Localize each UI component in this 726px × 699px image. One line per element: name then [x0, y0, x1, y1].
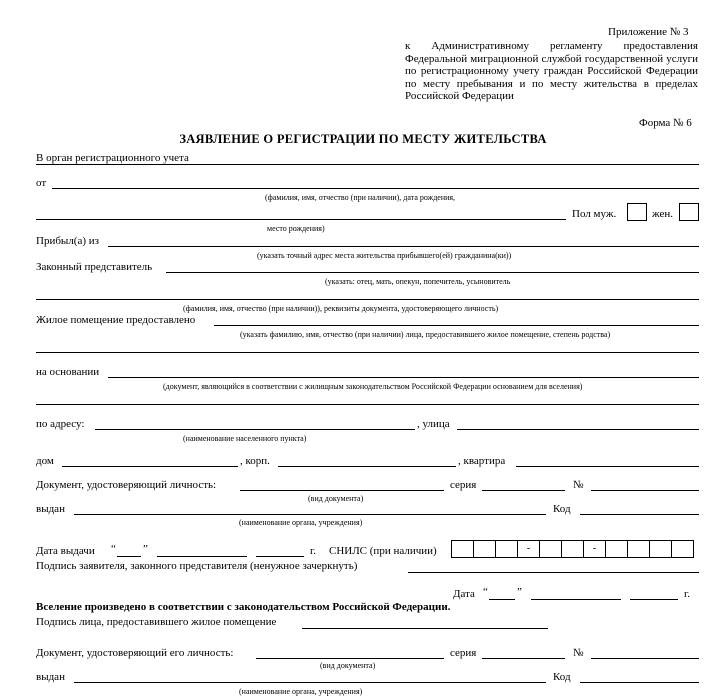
- date-year-suffix: г.: [684, 588, 691, 600]
- snils-cell[interactable]: [496, 540, 518, 558]
- snils-cell[interactable]: [650, 540, 672, 558]
- from-label: от: [36, 177, 47, 189]
- provider-signature-field[interactable]: [302, 628, 548, 629]
- building-field[interactable]: [278, 466, 456, 467]
- date-quote-close: ”: [517, 586, 522, 598]
- series-field[interactable]: [482, 490, 565, 491]
- hint-fio: (фамилия, имя, отчество (при наличии), дата рождения,: [265, 193, 456, 202]
- provider-signature-label: Подпись лица, предоставившего жилое помещение: [36, 616, 277, 628]
- locality-field[interactable]: [95, 429, 415, 430]
- number-label: №: [573, 479, 584, 491]
- settlement-statement: Вселение произведено в соответствии с законодательством Российской Федерации.: [36, 601, 451, 613]
- housing-label: Жилое помещение предоставлено: [36, 314, 196, 326]
- snils-cell[interactable]: [628, 540, 650, 558]
- number-2-field[interactable]: [591, 658, 699, 659]
- basis-label: на основании: [36, 366, 100, 378]
- gender-male-checkbox[interactable]: [627, 203, 647, 221]
- building-label: , корп.: [240, 455, 270, 467]
- date-day-field[interactable]: [489, 599, 515, 600]
- id-doc-label: Документ, удостоверяющий личность:: [36, 479, 217, 491]
- hint-legal-rep: (указать: отец, мать, опекун, попечитель, усыновитель: [325, 277, 511, 286]
- appendix-number: Приложение № 3: [608, 26, 689, 38]
- date-month-field[interactable]: [531, 599, 621, 600]
- hint-organ: (наименование органа, учреждения): [239, 518, 363, 527]
- signature-label: Подпись заявителя, законного представителя (ненужное зачеркнуть): [36, 560, 358, 572]
- date-quote-open: “: [483, 586, 488, 598]
- id-doc-type-field[interactable]: [240, 490, 444, 491]
- housing-field-2[interactable]: [36, 352, 699, 353]
- house-label: дом: [36, 455, 54, 467]
- house-field[interactable]: [62, 466, 238, 467]
- snils-separator: -: [518, 540, 540, 558]
- number-field[interactable]: [591, 490, 699, 491]
- form-number: Форма № 6: [639, 117, 692, 129]
- issued-field[interactable]: [74, 514, 546, 515]
- gender-female-checkbox[interactable]: [679, 203, 699, 221]
- snils-input[interactable]: [451, 540, 694, 558]
- hint-doc-type: (вид документа): [308, 494, 364, 503]
- series-label: серия: [450, 479, 477, 491]
- issue-month-field[interactable]: [157, 556, 247, 557]
- street-label: , улица: [417, 418, 450, 430]
- code-2-field[interactable]: [580, 682, 699, 683]
- hint-organ-2: (наименование органа, учреждения): [239, 687, 363, 696]
- legal-rep-label: Законный представитель: [36, 261, 153, 273]
- code-label: Код: [553, 503, 571, 515]
- snils-separator: -: [584, 540, 606, 558]
- date-year-field[interactable]: [630, 599, 678, 600]
- date-label: Дата: [453, 588, 475, 600]
- hint-doc-type-2: (вид документа): [320, 661, 376, 670]
- snils-label: СНИЛС (при наличии): [329, 545, 437, 557]
- id-doc-2-type-field[interactable]: [256, 658, 444, 659]
- gender-label: Пол муж.: [572, 208, 617, 220]
- id-doc-2-label: Документ, удостоверяющий его личность:: [36, 647, 234, 659]
- snils-cell[interactable]: [672, 540, 694, 558]
- address-label: по адресу:: [36, 418, 85, 430]
- snils-cell[interactable]: [451, 540, 474, 558]
- snils-cell[interactable]: [562, 540, 584, 558]
- hint-birthplace: место рождения): [267, 224, 325, 233]
- page-title: ЗАЯВЛЕНИЕ О РЕГИСТРАЦИИ ПО МЕСТУ ЖИТЕЛЬСТВА: [179, 132, 547, 146]
- issue-year-suffix: г.: [310, 545, 317, 557]
- issued-2-label: выдан: [36, 671, 65, 683]
- issue-day-quote-open: “: [111, 543, 116, 555]
- series-2-field[interactable]: [482, 658, 565, 659]
- issue-day-field[interactable]: [117, 556, 141, 557]
- signature-field[interactable]: [408, 572, 699, 573]
- fio-continuation-field[interactable]: [36, 219, 566, 220]
- snils-cell[interactable]: [540, 540, 562, 558]
- hint-legal-rep-2: (фамилия, имя, отчество (при наличии)), реквизиты документа, удостоверяющего личность): [183, 304, 499, 313]
- appendix-text: к Административному регламенту предоставления Федеральной миграционной службой государственной услуги по регистрационному учету граждан Российской Федерации по месту пребывания и по месту жительства в пределах Российской Федерации: [405, 40, 698, 102]
- basis-field-2[interactable]: [36, 404, 699, 405]
- arrived-field[interactable]: [108, 246, 699, 247]
- series-2-label: серия: [450, 647, 477, 659]
- snils-cell[interactable]: [474, 540, 496, 558]
- hint-housing: (указать фамилию, имя, отчество (при наличии) лица, предоставившего жилое помещение, степень родства): [240, 330, 611, 339]
- gender-female-label: жен.: [652, 208, 673, 220]
- organ-label: В орган регистрационного учета: [36, 152, 189, 164]
- code-2-label: Код: [553, 671, 571, 683]
- legal-rep-field-2[interactable]: [36, 299, 699, 300]
- arrived-label: Прибыл(а) из: [36, 235, 99, 247]
- housing-field[interactable]: [214, 325, 699, 326]
- hint-arrived: (указать точный адрес места жительства прибывшего(ей) гражданина(ки)): [257, 251, 512, 260]
- from-field[interactable]: [52, 188, 699, 189]
- number-2-label: №: [573, 647, 584, 659]
- hint-locality: (наименование населенного пункта): [183, 434, 307, 443]
- code-field[interactable]: [580, 514, 699, 515]
- issued-label: выдан: [36, 503, 65, 515]
- issue-year-field[interactable]: [256, 556, 304, 557]
- street-field[interactable]: [457, 429, 699, 430]
- apartment-label: , квартира: [458, 455, 506, 467]
- organ-field[interactable]: [36, 164, 699, 165]
- issue-day-quote-close: ”: [143, 543, 148, 555]
- snils-cell[interactable]: [606, 540, 628, 558]
- hint-basis: (документ, являющийся в соответствии с жилищным законодательством Российской Федерации основанием для вселения): [163, 382, 583, 391]
- legal-rep-field[interactable]: [166, 272, 699, 273]
- issued-2-field[interactable]: [74, 682, 546, 683]
- issue-date-label: Дата выдачи: [36, 545, 95, 557]
- apartment-field[interactable]: [516, 466, 699, 467]
- basis-field[interactable]: [108, 377, 699, 378]
